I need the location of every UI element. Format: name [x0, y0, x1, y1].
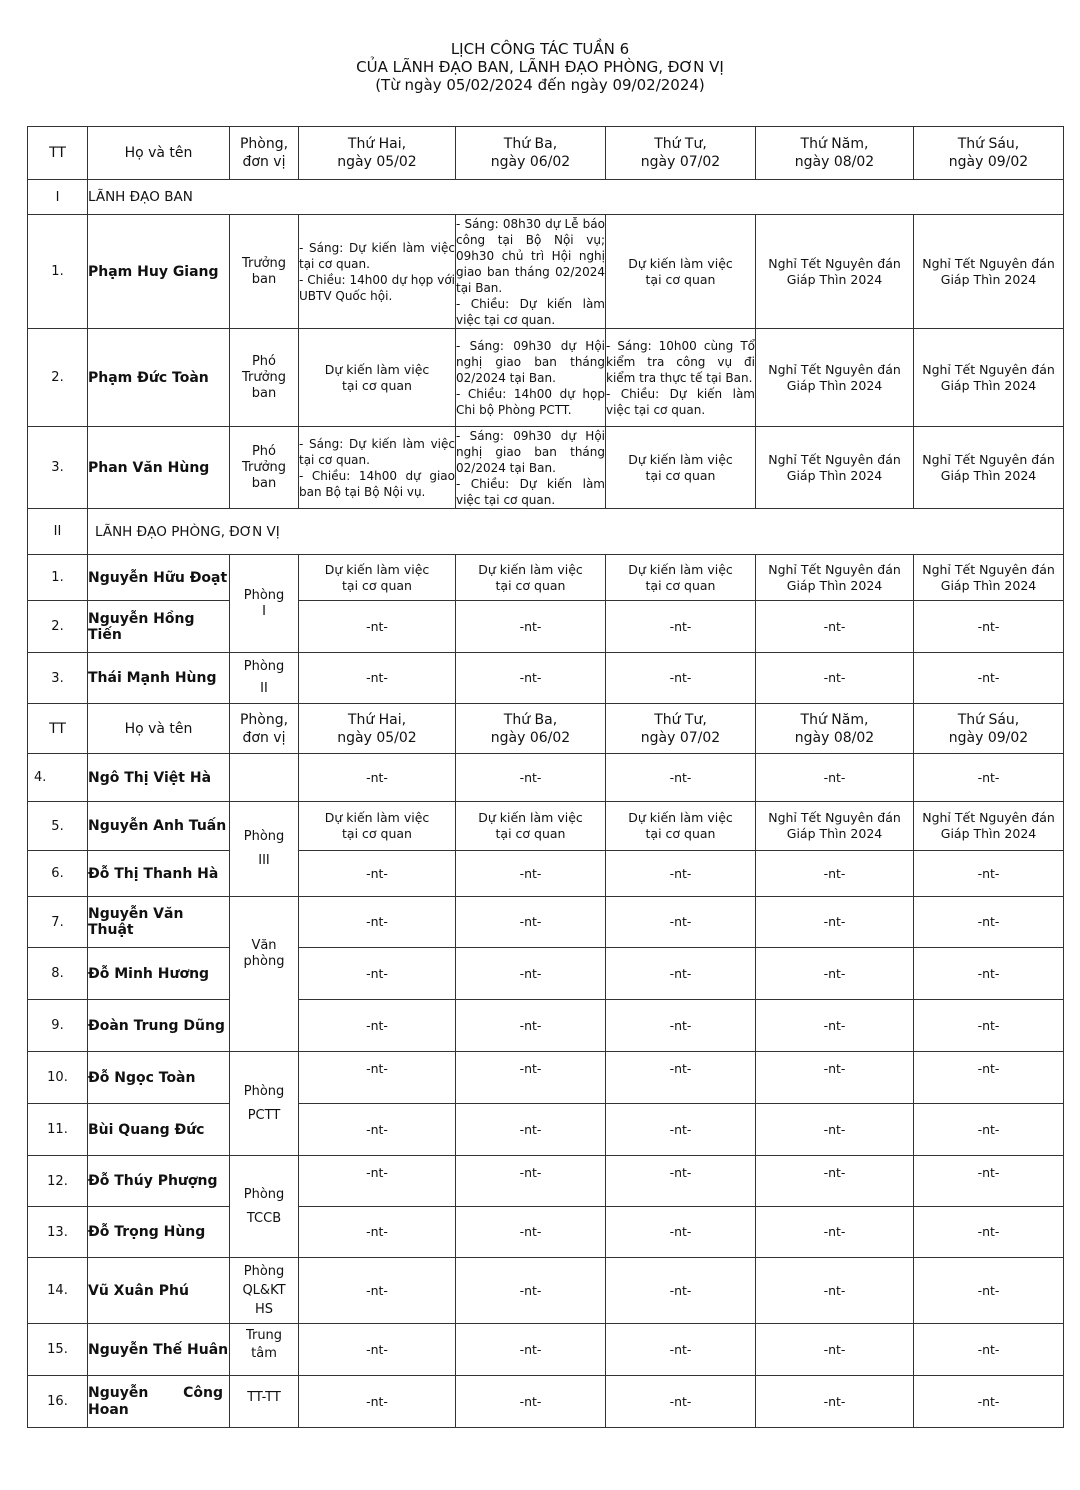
table-row [28, 215, 1064, 329]
unit-cell: TT-TT [230, 1376, 299, 1428]
schedule-cell: -nt- [914, 1052, 1064, 1104]
table-row [28, 1156, 1064, 1207]
person-name: Phạm Huy Giang [88, 215, 230, 329]
row-number: 11. [28, 1104, 88, 1156]
title-line-1: LỊCH CÔNG TÁC TUẦN 6 [450, 40, 630, 58]
row-number: 10. [28, 1052, 88, 1104]
table-row [28, 555, 1064, 601]
row-number: 2. [28, 601, 88, 653]
table-row [28, 1258, 1064, 1324]
schedule-cell: -nt- [914, 1104, 1064, 1156]
schedule-cell: Dự kiến làm việc tại cơ quan [456, 802, 606, 851]
schedule-cell: Dự kiến làm việc tại cơ quan [606, 427, 756, 509]
schedule-cell: -nt- [606, 1000, 756, 1052]
schedule-cell: -nt- [606, 754, 756, 802]
schedule-cell: -nt- [456, 1000, 606, 1052]
header-day: Thứ Hai, ngày 05/02 [299, 127, 456, 180]
unit-cell: Phòng II [230, 653, 299, 704]
header-row [28, 127, 1064, 180]
header-name: Họ và tên [88, 704, 230, 754]
schedule-cell: Nghỉ Tết Nguyên đán Giáp Thìn 2024 [756, 329, 914, 427]
schedule-cell: - Sáng: 09h30 dự Hội nghị giao ban tháng 02/2024 tại Ban. - Chiều: Dự kiến làm việc tại cơ quan. [456, 428, 605, 507]
person-name: Nguyễn Công Hoan [88, 1376, 230, 1428]
table-row [28, 1376, 1064, 1428]
schedule-cell: -nt- [756, 851, 914, 897]
schedule-cell: -nt- [299, 754, 456, 802]
person-name: Nguyễn Văn Thuật [88, 897, 230, 948]
unit-cell: Phòng QL&KT HS [230, 1258, 299, 1324]
schedule-cell: -nt- [606, 1258, 756, 1324]
schedule-cell: -nt- [756, 948, 914, 1000]
row-number: 5. [28, 802, 88, 851]
header-day: Thứ Tư, ngày 07/02 [606, 704, 756, 754]
schedule-cell: -nt- [299, 1000, 456, 1052]
schedule-cell: -nt- [456, 1324, 606, 1376]
section-number: II [28, 509, 88, 555]
table-row [28, 1324, 1064, 1376]
schedule-cell: -nt- [756, 897, 914, 948]
header-day: Thứ Hai, ngày 05/02 [299, 704, 456, 754]
schedule-cell: -nt- [606, 897, 756, 948]
schedule-cell: - Sáng: 08h30 dự Lễ báo công tại Bộ Nội vụ; 09h30 chủ trì Hội nghị giao ban tháng 02/2024 tại Ban. - Chiều: Dự kiến làm việc tại cơ quan. [456, 216, 605, 327]
schedule-cell: -nt- [299, 601, 456, 653]
schedule-cell: -nt- [914, 1156, 1064, 1207]
schedule-cell: -nt- [756, 1000, 914, 1052]
schedule-cell: -nt- [299, 948, 456, 1000]
row-number: 16. [28, 1376, 88, 1428]
row-number: 3. [28, 653, 88, 704]
person-name: Đỗ Minh Hương [88, 948, 230, 1000]
schedule-cell: Dự kiến làm việc tại cơ quan [606, 802, 756, 851]
schedule-cell: -nt- [756, 1324, 914, 1376]
schedule-cell: Nghỉ Tết Nguyên đán Giáp Thìn 2024 [756, 215, 914, 329]
person-name: Đoàn Trung Dũng [88, 1000, 230, 1052]
schedule-cell: -nt- [756, 1376, 914, 1428]
person-name: Ngô Thị Việt Hà [88, 754, 230, 802]
section-label: LÃNH ĐẠO BAN [88, 180, 1064, 215]
title-line-3: (Từ ngày 05/02/2024 đến ngày 09/02/2024) [375, 76, 705, 94]
row-number: 3. [28, 427, 88, 509]
schedule-cell: Nghỉ Tết Nguyên đán Giáp Thìn 2024 [914, 427, 1064, 509]
schedule-cell: -nt- [456, 601, 606, 653]
schedule-cell: -nt- [606, 1207, 756, 1258]
unit-cell [230, 754, 299, 802]
section-label: LÃNH ĐẠO PHÒNG, ĐƠN VỊ [88, 509, 1064, 555]
schedule-cell: -nt- [456, 754, 606, 802]
schedule-cell: -nt- [606, 1376, 756, 1428]
schedule-cell: - Sáng: Dự kiến làm việc tại cơ quan. - Chiều: 14h00 dự họp với UBTV Quốc hội. [299, 215, 456, 329]
unit-cell: Trưởng ban [230, 215, 299, 329]
schedule-cell: -nt- [914, 851, 1064, 897]
person-name: Nguyễn Hồng Tiến [88, 601, 230, 653]
header-name: Họ và tên [88, 127, 230, 180]
table-row [28, 601, 1064, 653]
row-number: 9. [28, 1000, 88, 1052]
header-row-repeat [28, 704, 1064, 754]
schedule-cell: -nt- [606, 948, 756, 1000]
schedule-cell: -nt- [914, 1324, 1064, 1376]
schedule-cell: - Sáng: 09h30 dự Hội nghị giao ban tháng 02/2024 tại Ban. - Chiều: 14h00 dự họp Chi bộ Phòng PCTT. [456, 329, 606, 427]
row-number: 12. [28, 1156, 88, 1207]
row-number: 15. [28, 1324, 88, 1376]
table-row [28, 1052, 1064, 1104]
header-tt: TT [28, 127, 88, 180]
schedule-cell: -nt- [299, 1104, 456, 1156]
person-name: Nguyễn Anh Tuấn [88, 802, 230, 851]
row-number: 13. [28, 1207, 88, 1258]
schedule-cell: Dự kiến làm việc tại cơ quan [606, 215, 756, 329]
table-row [28, 1207, 1064, 1258]
schedule-cell: Dự kiến làm việc tại cơ quan [456, 555, 606, 601]
schedule-cell: -nt- [299, 1324, 456, 1376]
schedule-cell: -nt- [606, 653, 756, 704]
unit-cell: Phòng III [230, 802, 299, 897]
schedule-cell: -nt- [606, 1324, 756, 1376]
schedule-cell: -nt- [456, 948, 606, 1000]
person-name: Nguyễn Hữu Đoạt [88, 555, 230, 601]
table-row [28, 802, 1064, 851]
person-name: Bùi Quang Đức [88, 1104, 230, 1156]
row-number: 6. [28, 851, 88, 897]
schedule-cell: Nghỉ Tết Nguyên đán Giáp Thìn 2024 [914, 555, 1064, 601]
schedule-cell: -nt- [606, 1156, 756, 1207]
row-number: 14. [28, 1258, 88, 1324]
schedule-cell: Dự kiến làm việc tại cơ quan [299, 555, 456, 601]
unit-cell: Phòng PCTT [230, 1052, 299, 1156]
schedule-cell: -nt- [456, 1052, 606, 1104]
section-row [28, 180, 1064, 215]
schedule-cell: -nt- [914, 1376, 1064, 1428]
schedule-cell: -nt- [456, 1156, 606, 1207]
row-number: 7. [28, 897, 88, 948]
row-number: 8. [28, 948, 88, 1000]
schedule-cell: -nt- [456, 851, 606, 897]
schedule-cell: -nt- [606, 1104, 756, 1156]
schedule-table [27, 126, 1064, 1428]
schedule-cell: -nt- [756, 754, 914, 802]
schedule-cell: -nt- [299, 653, 456, 704]
schedule-cell: - Sáng: Dự kiến làm việc tại cơ quan. - Chiều: 14h00 dự giao ban Bộ tại Bộ Nội vụ. [299, 427, 456, 509]
schedule-cell: -nt- [299, 851, 456, 897]
schedule-cell: -nt- [756, 601, 914, 653]
table-row [28, 897, 1064, 948]
header-day: Thứ Năm, ngày 08/02 [756, 704, 914, 754]
schedule-cell: -nt- [456, 1258, 606, 1324]
schedule-cell: -nt- [756, 1156, 914, 1207]
row-number: 1. [28, 555, 88, 601]
schedule-cell: -nt- [914, 601, 1064, 653]
schedule-cell: Dự kiến làm việc tại cơ quan [606, 555, 756, 601]
unit-cell: Phòng TCCB [230, 1156, 299, 1258]
document-title [0, 40, 1080, 94]
section-number: I [28, 180, 88, 215]
header-tt: TT [28, 704, 88, 754]
person-name: Đỗ Thị Thanh Hà [88, 851, 230, 897]
schedule-cell: -nt- [299, 1052, 456, 1104]
header-unit: Phòng, đơn vị [230, 704, 299, 754]
schedule-cell: -nt- [456, 897, 606, 948]
schedule-cell: -nt- [756, 1104, 914, 1156]
unit-cell: Trung tâm [230, 1324, 299, 1376]
schedule-cell: -nt- [914, 1000, 1064, 1052]
schedule-cell: Dự kiến làm việc tại cơ quan [299, 802, 456, 851]
person-name: Thái Mạnh Hùng [88, 653, 230, 704]
schedule-cell: -nt- [914, 754, 1064, 802]
schedule-cell: -nt- [756, 1052, 914, 1104]
schedule-cell: -nt- [299, 897, 456, 948]
person-name: Đỗ Thúy Phượng [88, 1156, 230, 1207]
schedule-cell: -nt- [756, 1258, 914, 1324]
schedule-cell: -nt- [299, 1258, 456, 1324]
table-row [28, 653, 1064, 704]
unit-cell: Phó Trưởng ban [230, 329, 299, 427]
row-number: 2. [28, 329, 88, 427]
table-row [28, 754, 1064, 802]
title-line-2: CỦA LÃNH ĐẠO BAN, LÃNH ĐẠO PHÒNG, ĐƠN VỊ [356, 58, 724, 76]
schedule-cell: -nt- [756, 653, 914, 704]
header-day: Thứ Sáu, ngày 09/02 [914, 704, 1064, 754]
schedule-cell: -nt- [914, 1207, 1064, 1258]
person-name: Đỗ Trọng Hùng [88, 1207, 230, 1258]
person-name: Nguyễn Thế Huân [88, 1324, 230, 1376]
schedule-cell: Nghỉ Tết Nguyên đán Giáp Thìn 2024 [914, 215, 1064, 329]
schedule-cell: -nt- [606, 1052, 756, 1104]
table-row [28, 948, 1064, 1000]
schedule-cell: Nghỉ Tết Nguyên đán Giáp Thìn 2024 [756, 427, 914, 509]
schedule-cell: -nt- [914, 897, 1064, 948]
schedule-cell: -nt- [299, 1156, 456, 1207]
schedule-cell: -nt- [456, 1207, 606, 1258]
header-day: Thứ Tư, ngày 07/02 [606, 127, 756, 180]
schedule-cell: Nghỉ Tết Nguyên đán Giáp Thìn 2024 [756, 802, 914, 851]
header-unit: Phòng, đơn vị [230, 127, 299, 180]
person-name: Vũ Xuân Phú [88, 1258, 230, 1324]
schedule-cell: -nt- [606, 851, 756, 897]
header-day: Thứ Ba, ngày 06/02 [456, 704, 606, 754]
header-day: Thứ Sáu, ngày 09/02 [914, 127, 1064, 180]
schedule-cell: -nt- [456, 1376, 606, 1428]
unit-cell: Phòng I [230, 555, 299, 653]
schedule-cell: -nt- [299, 1376, 456, 1428]
unit-cell: Văn phòng [230, 897, 299, 1052]
section-row [28, 509, 1064, 555]
table-row [28, 1000, 1064, 1052]
schedule-cell: Nghỉ Tết Nguyên đán Giáp Thìn 2024 [914, 329, 1064, 427]
table-row [28, 1104, 1064, 1156]
schedule-cell: Dự kiến làm việc tại cơ quan [299, 329, 456, 427]
row-number: 1. [28, 215, 88, 329]
table-row [28, 851, 1064, 897]
schedule-cell: -nt- [914, 653, 1064, 704]
schedule-cell: Nghỉ Tết Nguyên đán Giáp Thìn 2024 [756, 555, 914, 601]
schedule-cell: -nt- [756, 1207, 914, 1258]
person-name: Phạm Đức Toàn [88, 329, 230, 427]
schedule-cell: -nt- [456, 653, 606, 704]
header-day: Thứ Năm, ngày 08/02 [756, 127, 914, 180]
schedule-cell: -nt- [914, 948, 1064, 1000]
row-number: 4. [28, 754, 88, 802]
schedule-cell: -nt- [456, 1104, 606, 1156]
header-day: Thứ Ba, ngày 06/02 [456, 127, 606, 180]
schedule-cell: -nt- [299, 1207, 456, 1258]
schedule-cell: -nt- [914, 1258, 1064, 1324]
person-name: Phan Văn Hùng [88, 427, 230, 509]
table-row [28, 427, 1064, 509]
unit-cell: Phó Trưởng ban [230, 427, 299, 509]
schedule-cell: Nghỉ Tết Nguyên đán Giáp Thìn 2024 [914, 802, 1064, 851]
person-name: Đỗ Ngọc Toàn [88, 1052, 230, 1104]
schedule-cell: -nt- [606, 601, 756, 653]
schedule-cell: - Sáng: 10h00 cùng Tổ kiểm tra công vụ đi kiểm tra thực tế tại Ban. - Chiều: Dự kiến làm việc tại cơ quan. [606, 329, 756, 427]
table-row [28, 329, 1064, 427]
